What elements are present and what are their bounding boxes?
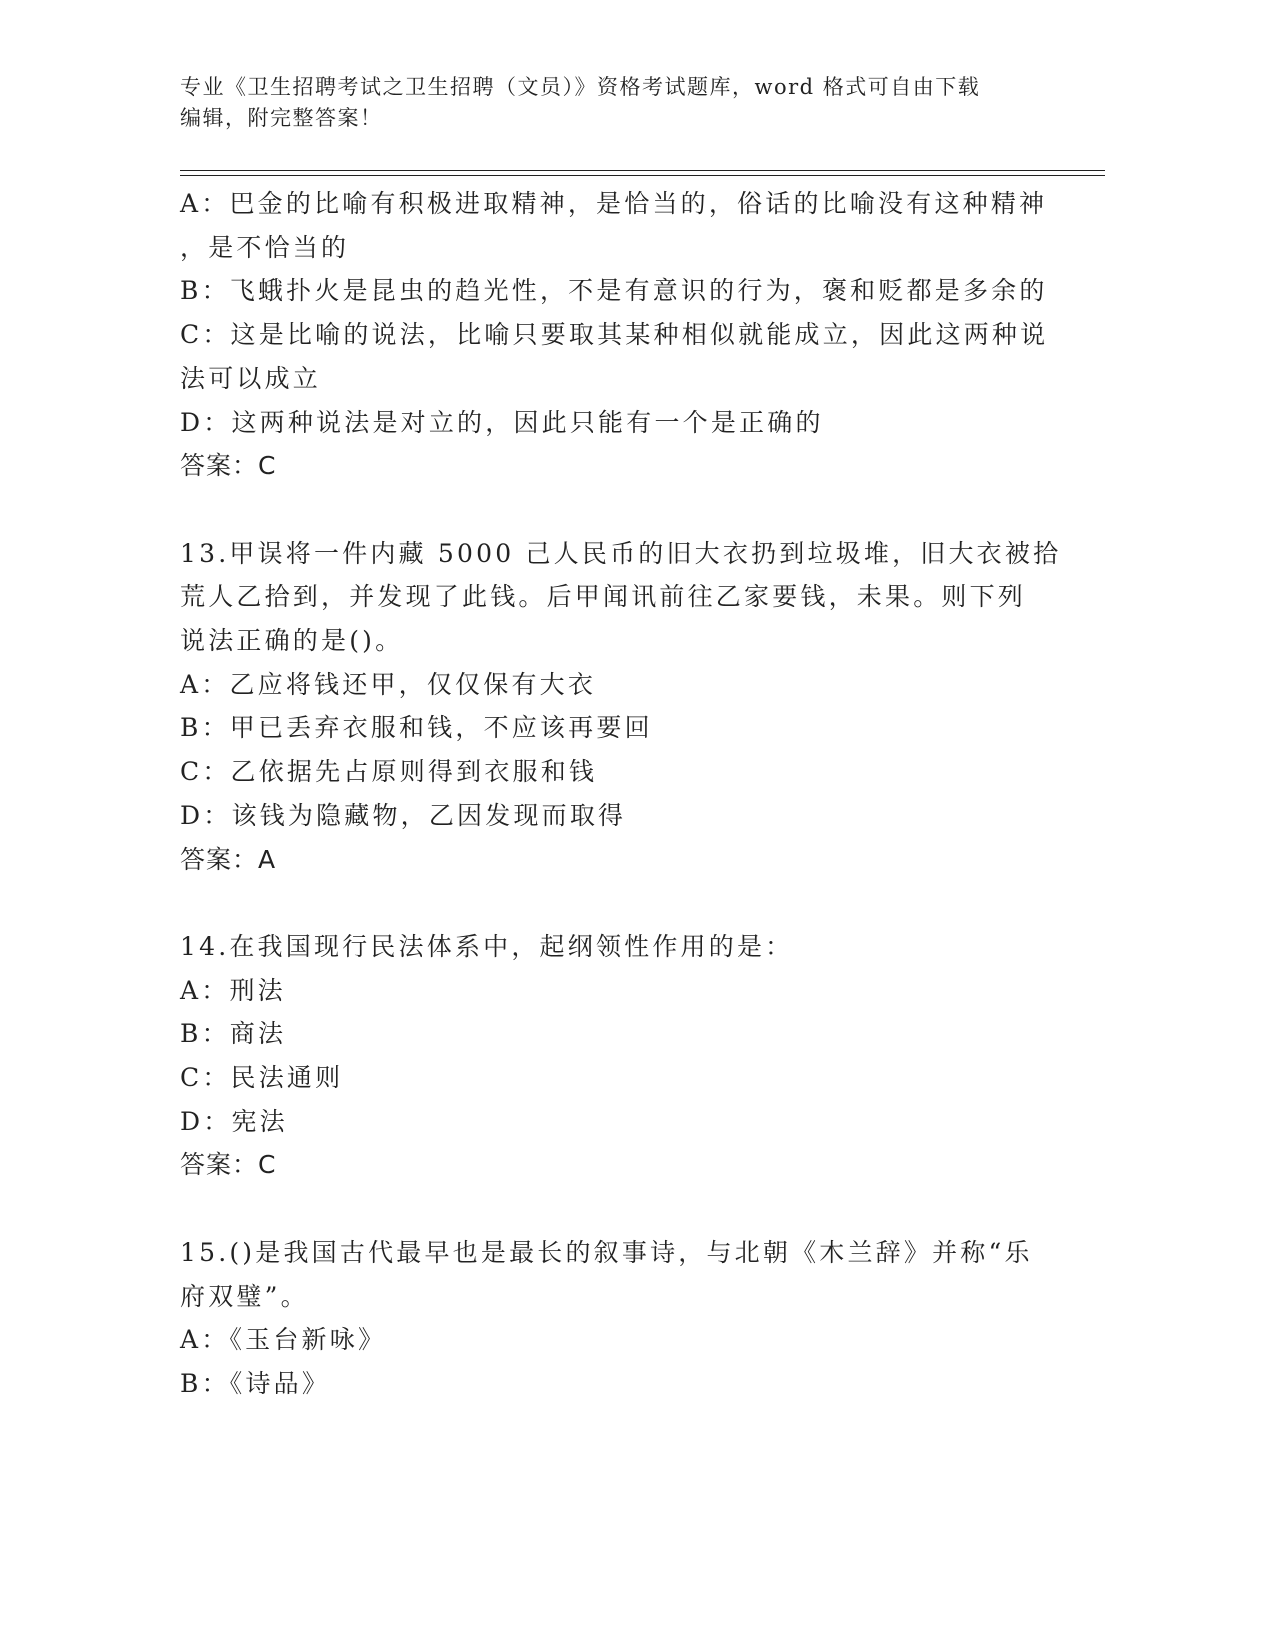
question-13 xyxy=(180,532,1062,882)
q13-option-b: B：甲已丢弃衣服和钱，不应该再要回 xyxy=(180,713,653,743)
q14-option-b: B：商法 xyxy=(180,1019,287,1049)
q12-option-c-line-1: C：这是比喻的说法，比喻只要取其某种相似就能成立，因此这两种说 xyxy=(180,320,1049,350)
q15-option-a: A：《玉台新咏》 xyxy=(180,1325,387,1355)
question-12 xyxy=(180,182,1049,488)
q15-stem-line-2: 府双璧”。 xyxy=(180,1281,309,1311)
spacer xyxy=(180,881,1040,925)
q12-option-a-line-2: ，是不恰当的 xyxy=(180,232,350,262)
q14-option-d: D：宪法 xyxy=(180,1106,288,1136)
q12-option-a-line-1: A：巴金的比喻有积极进取精神，是恰当的，俗话的比喻没有这种精神 xyxy=(180,189,1048,218)
q14-answer: 答案：C xyxy=(180,1150,277,1180)
header-line-1: 专业《卫生招聘考试之卫生招聘（文员）》资格考试题库，word 格式可自由下载 xyxy=(180,75,981,99)
question-list xyxy=(180,182,1062,1406)
q12-answer: 答案：C xyxy=(180,451,277,481)
question-15 xyxy=(180,1231,1040,1406)
q13-stem-line-1: 13.甲误将一件内藏 5000 己人民币的旧大衣扔到垃圾堆，旧大衣被拾 xyxy=(180,538,1062,568)
document-header xyxy=(180,72,1060,134)
q13-stem-line-3: 说法正确的是()。 xyxy=(180,626,404,656)
q13-option-c: C：乙依据先占原则得到衣服和钱 xyxy=(180,757,598,787)
q14-option-a: A：刑法 xyxy=(180,975,286,1005)
q14-stem: 14.在我国现行民法体系中，起纲领性作用的是： xyxy=(180,931,794,961)
q13-option-a: A：乙应将钱还甲，仅仅保有大衣 xyxy=(180,669,597,699)
question-14 xyxy=(180,925,1040,1187)
q12-option-b: B：飞蛾扑火是昆虫的趋光性，不是有意识的行为，褒和贬都是多余的 xyxy=(180,276,1048,306)
header-divider-bottom xyxy=(180,175,1105,176)
q13-answer: 答案：A xyxy=(180,844,277,874)
spacer xyxy=(180,1187,1040,1231)
q12-option-d: D：这两种说法是对立的，因此只能有一个是正确的 xyxy=(180,407,824,437)
spacer xyxy=(180,488,1040,532)
q15-stem-line-1: 15.()是我国古代最早也是最长的叙事诗，与北朝《木兰辞》并称“乐 xyxy=(180,1237,1033,1267)
q15-option-b: B：《诗品》 xyxy=(180,1368,331,1398)
q14-option-c: C：民法通则 xyxy=(180,1063,344,1093)
header-divider-top xyxy=(180,170,1105,171)
q12-option-c-line-2: 法可以成立 xyxy=(180,363,322,393)
q13-stem-line-2: 荒人乙拾到，并发现了此钱。后甲闻讯前往乙家要钱，未果。则下列 xyxy=(180,582,1027,612)
q13-option-d: D：该钱为隐藏物，乙因发现而取得 xyxy=(180,800,627,830)
header-line-2: 编辑，附完整答案！ xyxy=(180,106,383,130)
